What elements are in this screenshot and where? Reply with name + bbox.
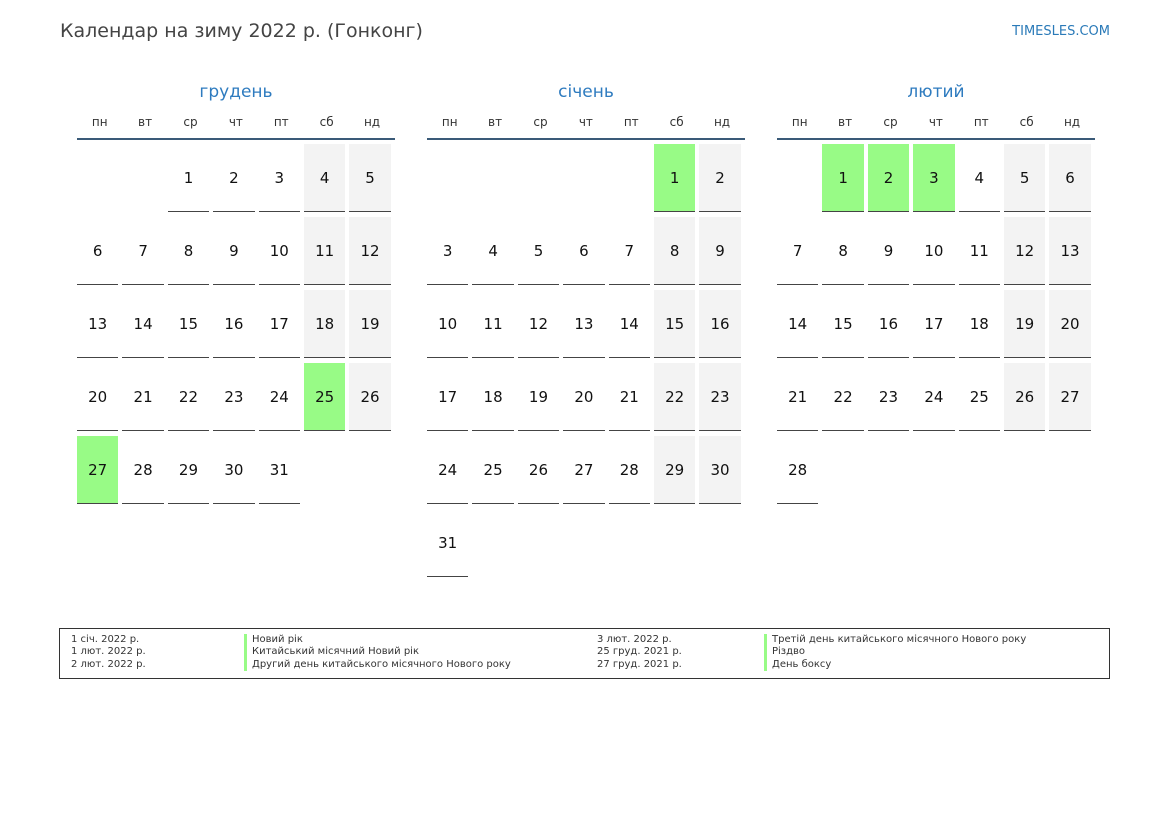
day-cell: 28	[609, 436, 650, 504]
empty-cell	[518, 144, 559, 212]
day-cell: 28	[777, 436, 818, 504]
day-cell: 14	[609, 290, 650, 358]
day-cell: 8	[822, 217, 863, 285]
day-cell: 12	[518, 290, 559, 358]
day-cell: 24	[427, 436, 468, 504]
day-cell: 7	[777, 217, 818, 285]
day-grid	[777, 144, 1095, 504]
day-cell: 12	[349, 217, 390, 285]
month-name: лютий	[907, 82, 965, 102]
day-cell: 2	[699, 144, 740, 212]
day-cell: 23	[699, 363, 740, 431]
day-cell: 5	[518, 217, 559, 285]
holiday-day-cell: 25	[304, 363, 345, 431]
day-cell: 21	[777, 363, 818, 431]
empty-cell	[77, 144, 118, 212]
holiday-day-cell: 1	[654, 144, 695, 212]
day-cell: 12	[1004, 217, 1045, 285]
empty-cell	[472, 144, 513, 212]
day-cell: 9	[213, 217, 254, 285]
legend-date: 27 груд. 2021 р.	[597, 658, 682, 670]
weekday-label: сб	[319, 115, 334, 129]
weekday-label: ср	[883, 115, 898, 129]
day-cell: 27	[1049, 363, 1090, 431]
legend-date: 3 лют. 2022 р.	[597, 634, 672, 645]
day-cell: 29	[168, 436, 209, 504]
weekday-label: сб	[669, 115, 684, 129]
day-cell: 11	[304, 217, 345, 285]
day-cell: 9	[868, 217, 909, 285]
day-cell: 6	[563, 217, 604, 285]
legend-names-left	[244, 634, 511, 671]
day-cell: 16	[213, 290, 254, 358]
page-title: Календар на зиму 2022 р. (Гонконг)	[60, 20, 423, 42]
day-cell: 19	[518, 363, 559, 431]
day-cell: 30	[699, 436, 740, 504]
day-cell: 5	[1004, 144, 1045, 212]
weekday-label: ср	[183, 115, 198, 129]
day-cell: 26	[349, 363, 390, 431]
day-cell: 22	[654, 363, 695, 431]
day-cell: 25	[472, 436, 513, 504]
legend-date: 1 січ. 2022 р.	[71, 634, 140, 645]
empty-cell	[427, 144, 468, 212]
weekday-label: чт	[228, 115, 243, 129]
day-cell: 24	[259, 363, 300, 431]
weekday-label: сб	[1019, 115, 1034, 129]
day-cell: 11	[959, 217, 1000, 285]
month-january	[427, 82, 745, 577]
weekday-label: нд	[1063, 115, 1081, 129]
holiday-legend	[59, 628, 1110, 679]
weekday-label: пт	[973, 115, 989, 129]
day-cell: 13	[77, 290, 118, 358]
weekday-label: пт	[273, 115, 289, 129]
holiday-day-cell: 3	[913, 144, 954, 212]
day-cell: 10	[913, 217, 954, 285]
day-grid	[427, 144, 745, 577]
day-cell: 6	[1049, 144, 1090, 212]
legend-holiday-name: Третій день китайського місячного Нового року	[764, 634, 1026, 646]
month-name: грудень	[199, 82, 273, 102]
day-cell: 20	[563, 363, 604, 431]
day-cell: 7	[122, 217, 163, 285]
weekday-label: пн	[91, 115, 108, 129]
legend-holiday-name: Новий рік	[244, 634, 511, 646]
day-cell: 8	[654, 217, 695, 285]
day-cell: 16	[868, 290, 909, 358]
month-name: січень	[558, 82, 614, 102]
empty-cell	[609, 144, 650, 212]
day-cell: 3	[259, 144, 300, 212]
weekday-label: нд	[363, 115, 381, 129]
month-february	[777, 82, 1095, 504]
day-cell: 15	[168, 290, 209, 358]
day-cell: 13	[1049, 217, 1090, 285]
weekday-label: пт	[623, 115, 639, 129]
legend-dates-left	[71, 634, 146, 671]
day-cell: 17	[913, 290, 954, 358]
legend-date: 2 лют. 2022 р.	[71, 658, 146, 670]
day-cell: 21	[122, 363, 163, 431]
day-cell: 29	[654, 436, 695, 504]
empty-cell	[122, 144, 163, 212]
month-december	[77, 82, 395, 504]
holiday-day-cell: 1	[822, 144, 863, 212]
day-cell: 10	[259, 217, 300, 285]
weekday-label: чт	[578, 115, 593, 129]
weekday-label: вт	[138, 115, 153, 129]
day-cell: 26	[518, 436, 559, 504]
weekday-header	[777, 110, 1095, 140]
legend-dates-right	[597, 634, 682, 671]
legend-holiday-name: Китайський місячний Новий рік	[244, 646, 511, 658]
empty-cell	[563, 144, 604, 212]
day-cell: 24	[913, 363, 954, 431]
day-cell: 19	[1004, 290, 1045, 358]
day-cell: 18	[472, 363, 513, 431]
day-cell: 9	[699, 217, 740, 285]
day-cell: 23	[213, 363, 254, 431]
weekday-label: вт	[838, 115, 853, 129]
day-cell: 22	[168, 363, 209, 431]
day-cell: 27	[563, 436, 604, 504]
day-cell: 19	[349, 290, 390, 358]
day-cell: 7	[609, 217, 650, 285]
legend-holiday-name: Різдво	[764, 646, 1026, 658]
day-grid	[77, 144, 395, 504]
weekday-header	[77, 110, 395, 140]
weekday-label: пн	[791, 115, 808, 129]
day-cell: 14	[777, 290, 818, 358]
legend-holiday-name: День боксу	[764, 659, 1026, 671]
day-cell: 17	[259, 290, 300, 358]
legend-holiday-name: Другий день китайського місячного Нового року	[244, 659, 511, 671]
day-cell: 15	[654, 290, 695, 358]
day-cell: 8	[168, 217, 209, 285]
day-cell: 23	[868, 363, 909, 431]
day-cell: 4	[959, 144, 1000, 212]
day-cell: 18	[304, 290, 345, 358]
weekday-label: пн	[441, 115, 458, 129]
legend-date: 1 лют. 2022 р.	[71, 646, 146, 658]
day-cell: 10	[427, 290, 468, 358]
day-cell: 11	[472, 290, 513, 358]
day-cell: 21	[609, 363, 650, 431]
site-link[interactable]: TIMESLES.COM	[1012, 24, 1110, 39]
weekday-label: вт	[488, 115, 503, 129]
day-cell: 5	[349, 144, 390, 212]
day-cell: 30	[213, 436, 254, 504]
day-cell: 26	[1004, 363, 1045, 431]
day-cell: 20	[77, 363, 118, 431]
holiday-day-cell: 2	[868, 144, 909, 212]
day-cell: 16	[699, 290, 740, 358]
weekday-label: нд	[713, 115, 731, 129]
weekday-label: ср	[533, 115, 548, 129]
empty-cell	[777, 144, 818, 212]
day-cell: 25	[959, 363, 1000, 431]
day-cell: 31	[427, 509, 468, 577]
day-cell: 22	[822, 363, 863, 431]
legend-date: 25 груд. 2021 р.	[597, 646, 682, 658]
weekday-header	[427, 110, 745, 140]
day-cell: 17	[427, 363, 468, 431]
legend-names-right	[764, 634, 1026, 671]
weekday-label: чт	[928, 115, 943, 129]
holiday-day-cell: 27	[77, 436, 118, 504]
day-cell: 28	[122, 436, 163, 504]
day-cell: 1	[168, 144, 209, 212]
day-cell: 6	[77, 217, 118, 285]
day-cell: 3	[427, 217, 468, 285]
day-cell: 14	[122, 290, 163, 358]
day-cell: 31	[259, 436, 300, 504]
day-cell: 4	[304, 144, 345, 212]
day-cell: 2	[213, 144, 254, 212]
day-cell: 4	[472, 217, 513, 285]
day-cell: 15	[822, 290, 863, 358]
day-cell: 13	[563, 290, 604, 358]
day-cell: 20	[1049, 290, 1090, 358]
day-cell: 18	[959, 290, 1000, 358]
